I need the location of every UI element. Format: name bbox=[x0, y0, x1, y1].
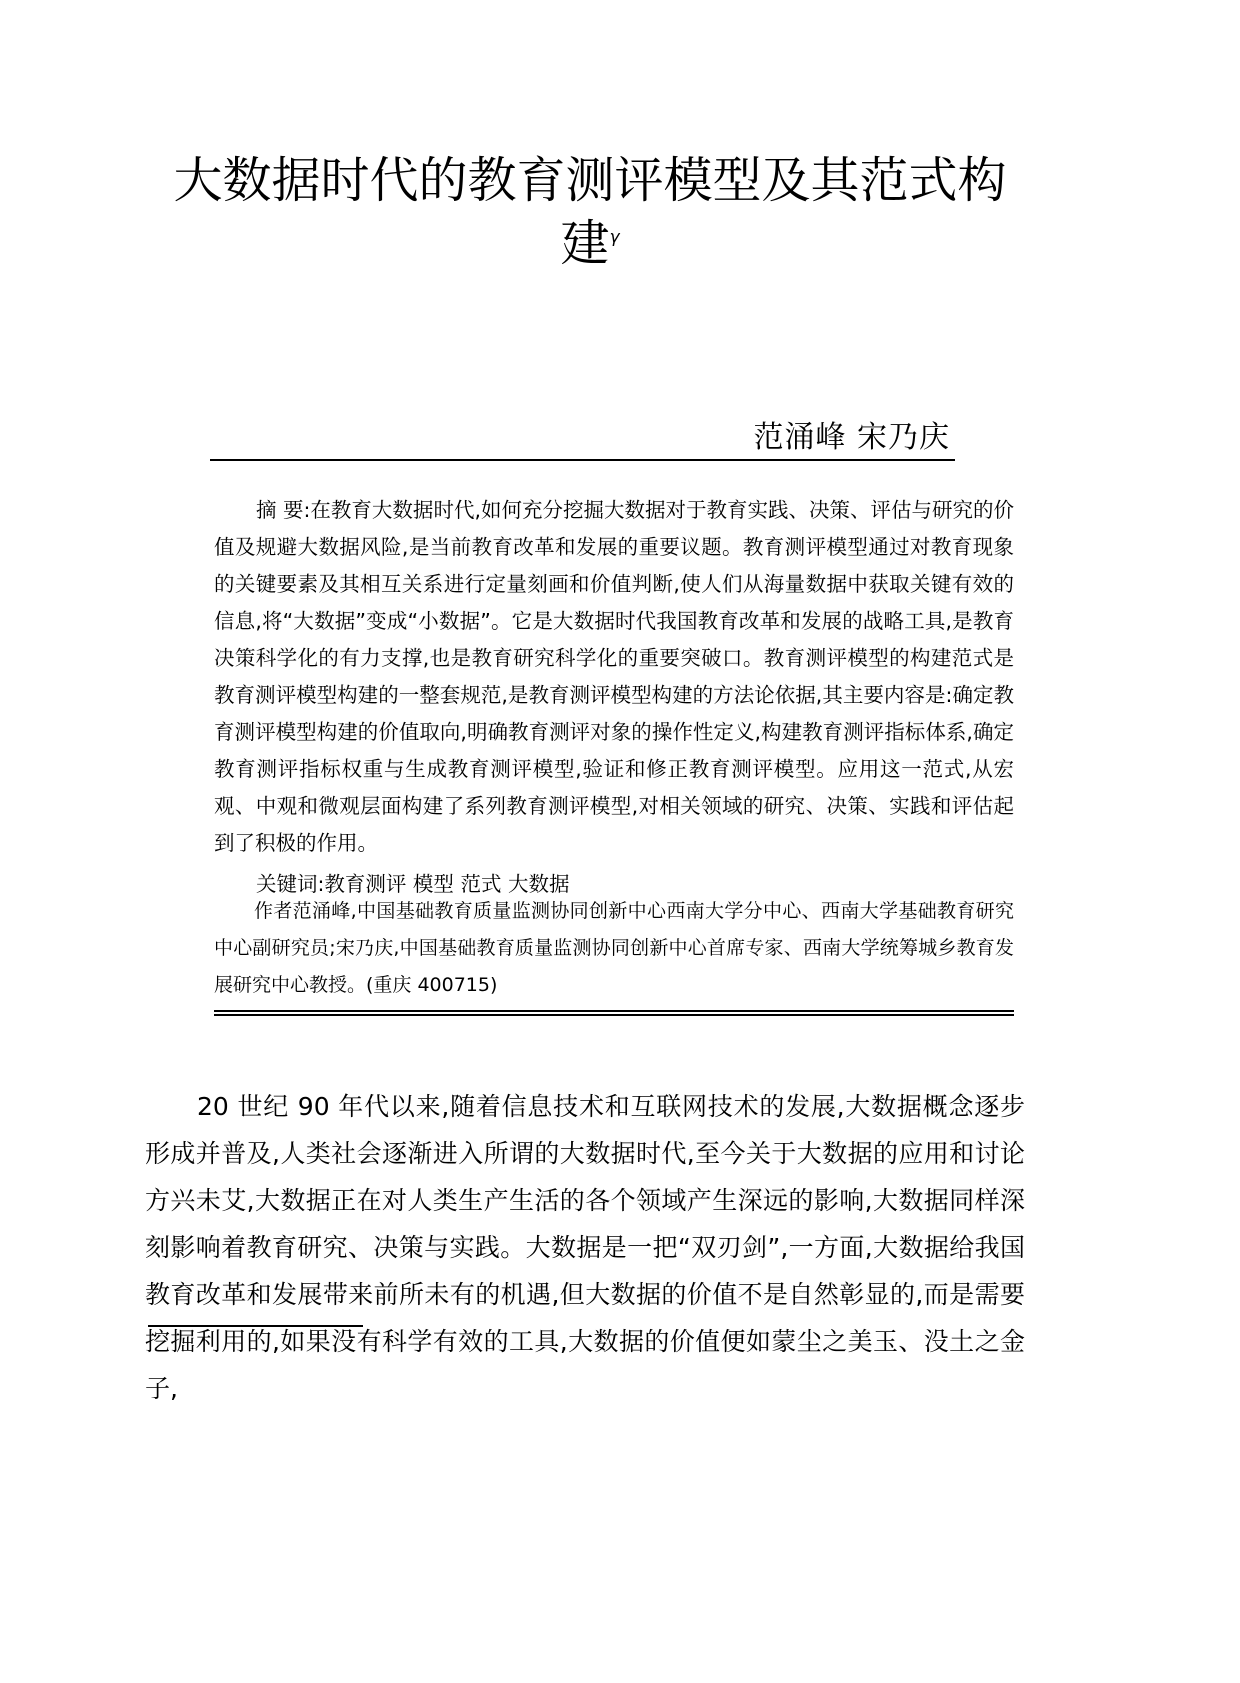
body-block bbox=[145, 1083, 1025, 1412]
authors-divider bbox=[210, 459, 955, 461]
authors-row bbox=[210, 412, 955, 456]
affiliation-text: 作者范涌峰,中国基础教育质量监测协同创新中心西南大学分中心、西南大学基础教育研究中心副研究员;宋乃庆,中国基础教育质量监测协同创新中心首席专家、西南大学统筹城乡教育发展研究中心教授。(重庆 400715) bbox=[214, 900, 1014, 996]
keywords-text: 关键词:教育测评 模型 范式 大数据 bbox=[256, 872, 570, 896]
author-names: 范涌峰 宋乃庆 bbox=[753, 420, 950, 455]
title-footnote-marker: γ bbox=[609, 227, 620, 248]
abstract-block bbox=[214, 492, 1014, 903]
abstract-text: 摘 要:在教育大数据时代,如何充分挖掘大数据对于教育实践、决策、评估与研究的价值及规避大数据风险,是当前教育改革和发展的重要议题。教育测评模型通过对教育现象的关键要素及其相互关系进行定量刻画和价值判断,使人们从海量数据中获取关键有效的信息,将“大数据”变成“小数据”。它是大数据时代我国教育改革和发展的战略工具,是教育决策科学化的有力支撑,也是教育研究科学化的重要突破口。教育测评模型的构建范式是教育测评模型构建的一整套规范,是教育测评模型构建的方法论依据,其主要内容是:确定教育测评模型构建的价值取向,明确教育测评对象的操作性定义,构建教育测评指标体系,确定教育测评指标权重与生成教育测评模型,验证和修正教育测评模型。应用这一范式,从宏观、中观和微观层面构建了系列教育测评模型,对相关领域的研究、决策、实践和评估起到了积极的作用。 bbox=[214, 498, 1014, 855]
page-title-text: 大数据时代的教育测评模型及其范式构建 bbox=[173, 152, 1007, 272]
affiliation-block bbox=[214, 893, 1014, 1004]
body-paragraph: 20 世纪 90 年代以来,随着信息技术和互联网技术的发展,大数据概念逐步形成并普及,人类社会逐渐进入所谓的大数据时代,至今关于大数据的应用和讨论方兴未艾,大数据正在对人类生产生活的各个领域产生深远的影响,大数据同样深刻影响着教育研究、决策与实践。大数据是一把“双刃剑”,一方面,大数据给我国教育改革和发展带来前所未有的机遇,但大数据的价值不是自然彰显的,而是需要挖掘利用的,如果没有科学有效的工具,大数据的价值便如蒙尘之美玉、没土之金子, bbox=[145, 1092, 1025, 1403]
title-block bbox=[150, 150, 1030, 275]
page-title bbox=[150, 150, 1030, 275]
affiliation-divider bbox=[214, 1010, 1014, 1016]
footnote-divider bbox=[148, 1325, 363, 1327]
